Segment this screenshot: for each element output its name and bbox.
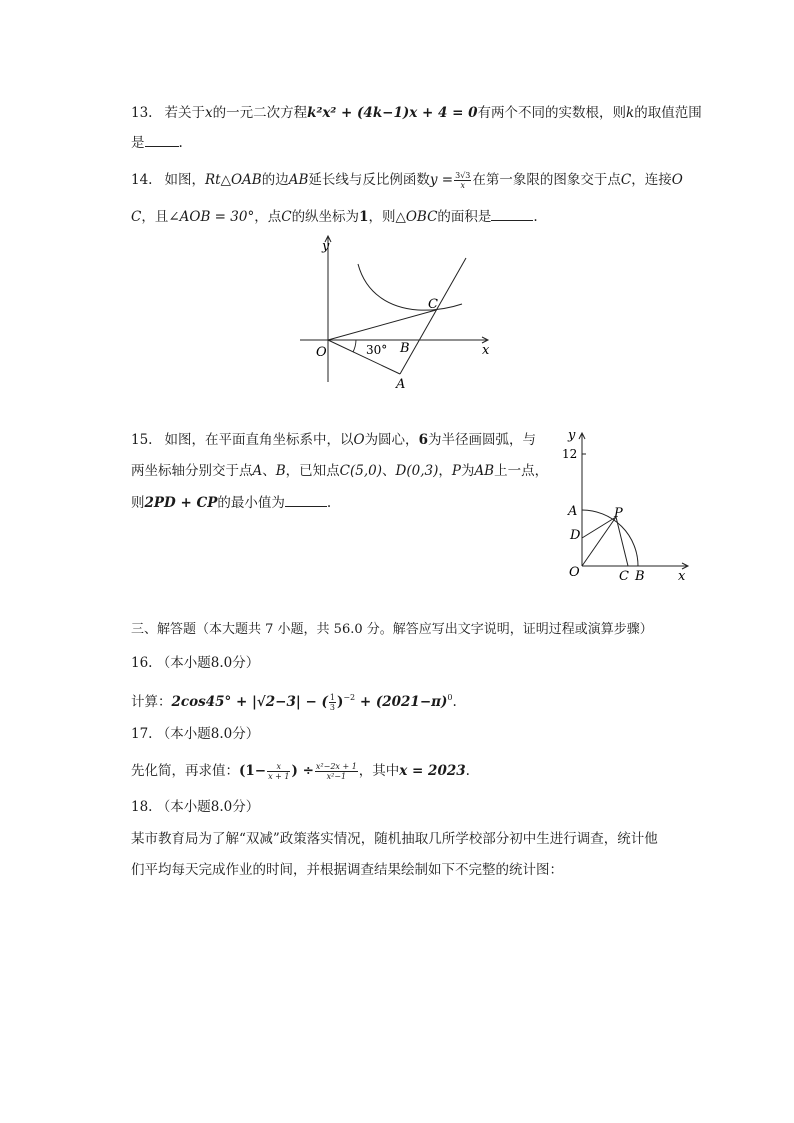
q14-text: ，点 <box>254 209 282 225</box>
label-c: C <box>619 569 629 584</box>
q17-expr: (1− <box>239 763 267 779</box>
q17-period: . <box>465 763 470 779</box>
q17-condition: x = 2023 <box>399 763 466 779</box>
q16-exponent: −2 <box>343 693 356 702</box>
q15-expr: AB <box>474 463 495 479</box>
angle-arc <box>353 340 356 352</box>
q14-expr: △OBC <box>395 209 438 225</box>
q13-text: 是 <box>131 135 145 151</box>
q17-header: 17. （本小题8.0分） <box>131 726 260 742</box>
q15-period: . <box>326 495 332 511</box>
q17-fraction-1 <box>267 762 290 781</box>
q16-body <box>131 688 457 712</box>
q17-fraction-2 <box>315 762 358 781</box>
q15-line2 <box>131 461 548 481</box>
q17-label: 先化简，再求值： <box>131 763 239 779</box>
q15-expr: 2PD + CP <box>144 495 218 511</box>
q14-text: 在第一象限的图象交于点 <box>472 172 621 188</box>
section-heading: 三、解答题（本大题共 7 小题，共 56.0 分。解答应写出文字说明，证明过程或演算步骤） <box>131 622 653 637</box>
label-b: B <box>400 341 410 356</box>
q14-expr: O <box>671 172 683 188</box>
q14-text: 延长线与反比例函数 <box>308 172 430 188</box>
q13-var-k: k <box>626 105 635 121</box>
q15-text: 、 <box>382 463 396 479</box>
label-o: O <box>569 565 580 580</box>
q14-line1 <box>131 170 683 190</box>
q14-function-fraction <box>454 171 471 190</box>
q15-value: 6 <box>418 432 428 448</box>
q15-text: 则 <box>131 495 145 511</box>
q16-label: 计算： <box>131 694 172 710</box>
q16-expr: ) <box>336 694 344 710</box>
q13-text: 若关于 <box>164 105 205 121</box>
fraction-numerator: x <box>267 762 290 772</box>
segment-oa <box>328 340 400 374</box>
q14-expr: C <box>131 209 142 225</box>
segment-oc <box>328 310 436 340</box>
q13-period: . <box>178 135 183 151</box>
q13-text: 的取值范围 <box>634 105 702 121</box>
q14-function-lhs: y = <box>429 172 454 188</box>
q15-line3 <box>131 493 331 513</box>
q14-number: 14. <box>131 172 153 188</box>
q15-expr: O <box>353 432 365 448</box>
q17-text: ，其中 <box>358 763 400 779</box>
label-o: O <box>316 345 327 360</box>
q18-paragraph-line1: 某市教育局为了解“双减”政策落实情况，随机抽取几所学校部分初中生进行调查，统计他 <box>131 831 658 847</box>
label-b: B <box>635 569 645 584</box>
label-x: x <box>482 343 490 358</box>
answer-blank <box>285 494 327 507</box>
q15-text: 两坐标轴分别交于点 <box>131 463 253 479</box>
q15-expr: D(0,3) <box>395 463 439 479</box>
q15-text: 、 <box>262 463 276 479</box>
fraction-denominator: x <box>460 181 465 190</box>
label-y: y <box>568 428 576 443</box>
q16-exponent: 0 <box>447 693 453 702</box>
q13-number: 13. <box>131 105 153 121</box>
q16-expr: + (2021−π) <box>355 694 448 710</box>
q14-value: 1 <box>359 209 369 225</box>
q14-text: ，则 <box>368 209 396 225</box>
label-p: P <box>614 506 623 521</box>
label-angle: 30° <box>366 343 388 357</box>
q13-text: 有两个不同的实数根，则 <box>477 105 627 121</box>
q14-expr: C <box>620 172 632 188</box>
q15-text: 上一点， <box>494 463 549 479</box>
q14-text: 的边 <box>261 172 289 188</box>
q16-header: 16. （本小题8.0分） <box>131 655 260 671</box>
q15-expr: C(5,0) <box>339 463 383 479</box>
fraction-numerator: 1 <box>329 693 335 702</box>
label-x: x <box>678 569 686 584</box>
q15-figure <box>560 425 700 587</box>
q18-paragraph-line2: 们平均每天完成作业的时间，并根据调查结果绘制如下不完整的统计图： <box>131 862 563 878</box>
q16-period: . <box>452 694 457 710</box>
q15-text: ， <box>438 463 452 479</box>
q14-figure <box>290 232 510 394</box>
fraction-denominator: x + 1 <box>268 772 290 781</box>
q14-angle: ∠AOB = 30° <box>168 209 255 225</box>
segment-dp <box>582 517 616 538</box>
q16-expr: 2cos45° + |√2−3| − ( <box>171 694 328 710</box>
q14-text: 的纵坐标为 <box>291 209 360 225</box>
label-c: C <box>428 297 438 312</box>
q14-text: 如图， <box>164 172 205 188</box>
fraction-numerator: x²−2x + 1 <box>315 762 357 771</box>
q14-period: . <box>533 209 538 225</box>
hyperbola-curve <box>358 264 462 310</box>
q15-text: ，已知点 <box>285 463 340 479</box>
fraction-denominator: 3 <box>329 703 335 712</box>
q15-text: 为 <box>460 463 475 479</box>
fraction-numerator: 3√3 <box>455 171 471 180</box>
q14-expr: Rt△OAB <box>204 172 262 188</box>
q15-number: 15. <box>131 432 153 448</box>
label-y: y <box>322 239 330 254</box>
q14-text: ，连接 <box>631 172 672 188</box>
arc-ab <box>582 510 638 566</box>
q15-text: 的最小值为 <box>217 495 285 511</box>
segment-cp <box>616 517 628 566</box>
q18-header: 18. （本小题8.0分） <box>131 799 260 815</box>
q15-expr: P <box>451 463 461 479</box>
label-d: D <box>570 528 581 543</box>
q13-line1 <box>131 103 702 123</box>
q15-expr: A <box>252 463 263 479</box>
segment-op <box>582 517 616 566</box>
q13-equation: k²x² + (4k−1)x + 4 = 0 <box>307 105 478 121</box>
label-a: A <box>568 504 578 519</box>
fraction-denominator: x²−1 <box>326 772 347 781</box>
q14-expr: AB <box>288 172 309 188</box>
q15-text: 为半径画圆弧，与 <box>427 432 536 448</box>
answer-blank <box>491 208 533 221</box>
answer-blank <box>145 134 179 147</box>
q14-line2 <box>131 207 538 227</box>
line-ac-extended <box>400 258 466 374</box>
q15-text: 如图，在平面直角坐标系中，以 <box>164 432 354 448</box>
label-12: 12 <box>562 447 578 461</box>
q13-var-x: x <box>204 105 213 121</box>
q14-expr: C <box>281 209 292 225</box>
q14-text: ，且 <box>141 209 169 225</box>
q16-fraction <box>329 693 336 712</box>
q14-text: 的面积是 <box>437 209 492 225</box>
q17-expr: ) ÷ <box>291 763 314 779</box>
q15-expr: B <box>275 463 286 479</box>
q17-body <box>131 761 470 781</box>
q15-text: 为圆心， <box>364 432 419 448</box>
label-a: A <box>396 377 406 392</box>
q15-line1 <box>131 430 536 450</box>
q13-line2 <box>131 133 183 153</box>
q13-text: 的一元二次方程 <box>212 105 308 121</box>
